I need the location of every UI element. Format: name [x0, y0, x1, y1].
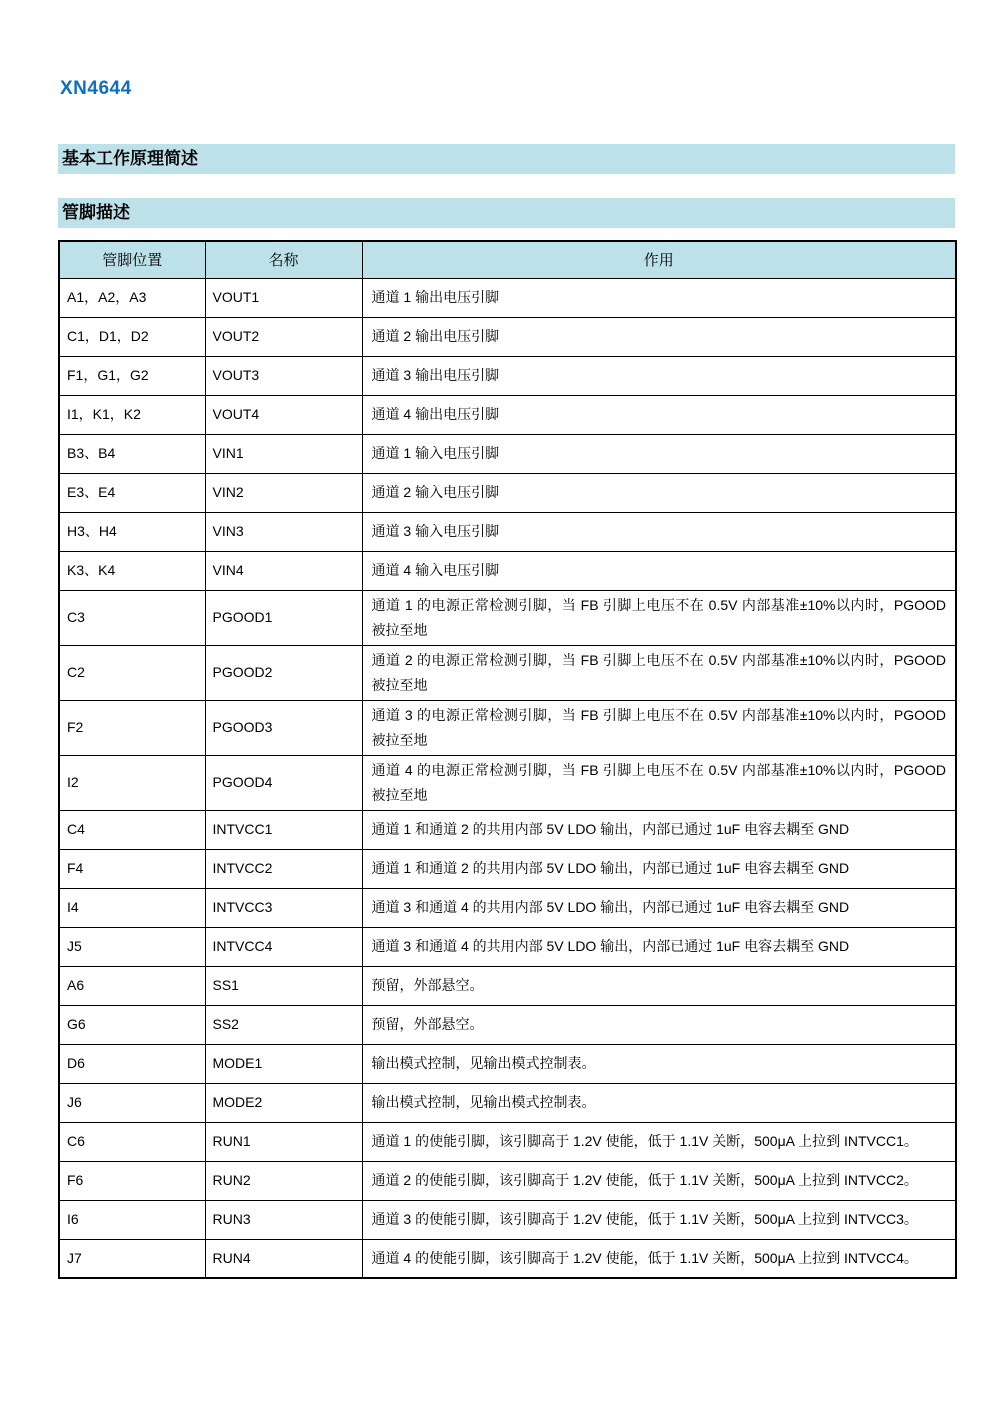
- cell-desc: 通道 1 的电源正常检测引脚，当 FB 引脚上电压不在 0.5V 内部基准±10%以内时，PGOOD 被拉至地: [362, 590, 956, 645]
- cell-name: PGOOD2: [205, 645, 362, 700]
- header-pin-name: 名称: [205, 241, 362, 278]
- cell-pos: J6: [59, 1083, 205, 1122]
- cell-pos: C1，D1，D2: [59, 317, 205, 356]
- table-row: [59, 590, 956, 645]
- cell-desc: 通道 1 和通道 2 的共用内部 5V LDO 输出，内部已通过 1uF 电容去耦至 GND: [362, 810, 956, 849]
- cell-name: RUN3: [205, 1200, 362, 1239]
- cell-pos: J5: [59, 927, 205, 966]
- cell-desc: 通道 2 输出电压引脚: [362, 317, 956, 356]
- cell-desc: 通道 2 输入电压引脚: [362, 473, 956, 512]
- cell-name: VIN1: [205, 434, 362, 473]
- table-row: [59, 434, 956, 473]
- cell-desc: 通道 4 的电源正常检测引脚，当 FB 引脚上电压不在 0.5V 内部基准±10%以内时，PGOOD 被拉至地: [362, 755, 956, 810]
- cell-name: VOUT3: [205, 356, 362, 395]
- table-row: [59, 278, 956, 317]
- cell-name: RUN2: [205, 1161, 362, 1200]
- table-row: [59, 810, 956, 849]
- cell-desc: 通道 3 的使能引脚，该引脚高于 1.2V 使能，低于 1.1V 关断，500μA 上拉到 INTVCC3。: [362, 1200, 956, 1239]
- cell-name: VIN3: [205, 512, 362, 551]
- header-pin-position: 管脚位置: [59, 241, 205, 278]
- cell-name: RUN1: [205, 1122, 362, 1161]
- cell-name: INTVCC1: [205, 810, 362, 849]
- cell-name: VOUT2: [205, 317, 362, 356]
- cell-pos: E3、E4: [59, 473, 205, 512]
- table-row: [59, 645, 956, 700]
- cell-desc: 通道 2 的使能引脚，该引脚高于 1.2V 使能，低于 1.1V 关断，500μA 上拉到 INTVCC2。: [362, 1161, 956, 1200]
- table-header-row: [59, 241, 956, 278]
- cell-desc: 通道 3 和通道 4 的共用内部 5V LDO 输出，内部已通过 1uF 电容去耦至 GND: [362, 888, 956, 927]
- cell-desc: 通道 4 的使能引脚，该引脚高于 1.2V 使能，低于 1.1V 关断，500μA 上拉到 INTVCC4。: [362, 1239, 956, 1278]
- cell-pos: J7: [59, 1239, 205, 1278]
- cell-name: SS2: [205, 1005, 362, 1044]
- cell-pos: I1，K1，K2: [59, 395, 205, 434]
- section-heading-operation-overview: 基本工作原理简述: [58, 144, 955, 174]
- cell-pos: C3: [59, 590, 205, 645]
- cell-desc: 通道 3 的电源正常检测引脚，当 FB 引脚上电压不在 0.5V 内部基准±10%以内时，PGOOD 被拉至地: [362, 700, 956, 755]
- cell-name: VIN2: [205, 473, 362, 512]
- table-row: [59, 700, 956, 755]
- table-row: [59, 1122, 956, 1161]
- cell-pos: C4: [59, 810, 205, 849]
- table-row: [59, 356, 956, 395]
- header-pin-function: 作用: [362, 241, 956, 278]
- cell-desc: 预留，外部悬空。: [362, 966, 956, 1005]
- cell-pos: B3、B4: [59, 434, 205, 473]
- cell-name: PGOOD3: [205, 700, 362, 755]
- table-row: [59, 317, 956, 356]
- cell-desc: 通道 1 输出电压引脚: [362, 278, 956, 317]
- cell-desc: 通道 4 输入电压引脚: [362, 551, 956, 590]
- cell-desc: 通道 1 和通道 2 的共用内部 5V LDO 输出，内部已通过 1uF 电容去耦至 GND: [362, 849, 956, 888]
- page-title: XN4644: [60, 78, 132, 99]
- table-row: [59, 1161, 956, 1200]
- cell-desc: 输出模式控制，见输出模式控制表。: [362, 1083, 956, 1122]
- cell-pos: K3、K4: [59, 551, 205, 590]
- table-row: [59, 888, 956, 927]
- table-row: [59, 1005, 956, 1044]
- cell-pos: I4: [59, 888, 205, 927]
- cell-pos: C6: [59, 1122, 205, 1161]
- table-row: [59, 551, 956, 590]
- table-row: [59, 512, 956, 551]
- table-row: [59, 1044, 956, 1083]
- table-row: [59, 755, 956, 810]
- table-row: [59, 1200, 956, 1239]
- cell-pos: F2: [59, 700, 205, 755]
- table-row: [59, 966, 956, 1005]
- cell-name: MODE1: [205, 1044, 362, 1083]
- cell-pos: H3、H4: [59, 512, 205, 551]
- cell-name: INTVCC4: [205, 927, 362, 966]
- cell-pos: I2: [59, 755, 205, 810]
- cell-desc: 通道 1 的使能引脚，该引脚高于 1.2V 使能，低于 1.1V 关断，500μA 上拉到 INTVCC1。: [362, 1122, 956, 1161]
- cell-pos: F1，G1，G2: [59, 356, 205, 395]
- cell-name: PGOOD4: [205, 755, 362, 810]
- cell-name: VIN4: [205, 551, 362, 590]
- section-heading-pin-description: 管脚描述: [58, 198, 955, 228]
- cell-desc: 输出模式控制，见输出模式控制表。: [362, 1044, 956, 1083]
- table-row: [59, 927, 956, 966]
- cell-pos: F6: [59, 1161, 205, 1200]
- cell-name: INTVCC3: [205, 888, 362, 927]
- cell-desc: 预留，外部悬空。: [362, 1005, 956, 1044]
- cell-desc: 通道 4 输出电压引脚: [362, 395, 956, 434]
- cell-pos: F4: [59, 849, 205, 888]
- cell-name: VOUT1: [205, 278, 362, 317]
- pin-table: [58, 240, 957, 1279]
- cell-desc: 通道 2 的电源正常检测引脚，当 FB 引脚上电压不在 0.5V 内部基准±10%以内时，PGOOD 被拉至地: [362, 645, 956, 700]
- cell-pos: D6: [59, 1044, 205, 1083]
- cell-pos: A1，A2，A3: [59, 278, 205, 317]
- table-row: [59, 473, 956, 512]
- cell-name: SS1: [205, 966, 362, 1005]
- cell-desc: 通道 1 输入电压引脚: [362, 434, 956, 473]
- pin-table-body: [59, 278, 956, 1278]
- cell-pos: C2: [59, 645, 205, 700]
- cell-pos: G6: [59, 1005, 205, 1044]
- cell-name: MODE2: [205, 1083, 362, 1122]
- cell-name: PGOOD1: [205, 590, 362, 645]
- table-row: [59, 395, 956, 434]
- table-row: [59, 849, 956, 888]
- cell-desc: 通道 3 输入电压引脚: [362, 512, 956, 551]
- cell-name: RUN4: [205, 1239, 362, 1278]
- cell-pos: I6: [59, 1200, 205, 1239]
- cell-pos: A6: [59, 966, 205, 1005]
- table-row: [59, 1239, 956, 1278]
- cell-desc: 通道 3 输出电压引脚: [362, 356, 956, 395]
- cell-desc: 通道 3 和通道 4 的共用内部 5V LDO 输出，内部已通过 1uF 电容去耦至 GND: [362, 927, 956, 966]
- cell-name: VOUT4: [205, 395, 362, 434]
- table-row: [59, 1083, 956, 1122]
- cell-name: INTVCC2: [205, 849, 362, 888]
